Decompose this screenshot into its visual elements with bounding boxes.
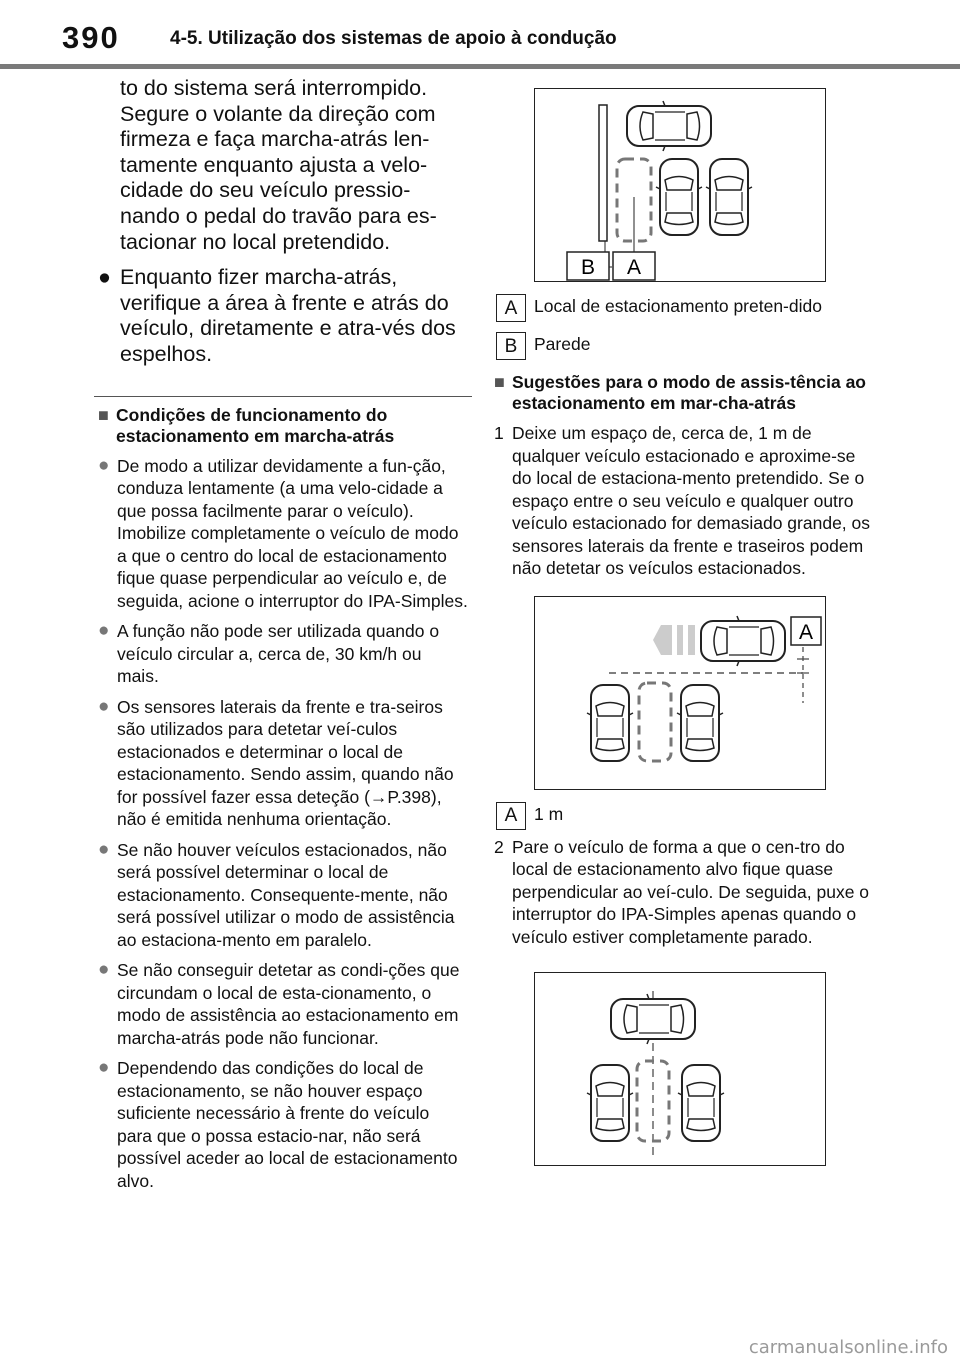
left-column <box>98 76 468 1200</box>
section-divider <box>94 396 472 397</box>
list-item <box>98 839 468 952</box>
list-item <box>98 1057 468 1192</box>
bullet-dot: ● <box>98 454 110 476</box>
figure-target-space-drawing <box>535 89 825 281</box>
figure-perpendicular-drawing <box>535 973 825 1165</box>
heading-square-icon: ■ <box>98 404 109 425</box>
legend-key: A <box>496 802 526 830</box>
parked-car-drawing <box>656 159 702 235</box>
operating-conditions-heading <box>98 405 468 447</box>
legend-a <box>494 292 874 322</box>
parked-car-drawing <box>677 685 723 761</box>
list-item-text: De modo a utilizar devidamente a fun-ção, conduza lentamente (a uma velo-cidade a que possa facilmente parar o veículo). Imobilize completamente o veículo de modo a que o centro do local de estacionamento fique quase perpendicular ao veículo e, de seguida, acione o interruptor do IPA-Simples. <box>117 455 468 611</box>
parked-car-drawing <box>587 1065 633 1141</box>
moving-car-drawing <box>627 101 711 151</box>
bullet-dot: ● <box>98 959 110 981</box>
bullet-dot: ● <box>98 620 110 642</box>
step-number: 1 <box>494 423 504 443</box>
moving-car-drawing <box>611 994 695 1044</box>
list-item-text: Se não conseguir detetar as condi-ções que circundam o local de esta-cionamento, o modo de assistência ao estacionamento em marcha-atrás pode não funcionar. <box>117 960 460 1048</box>
header-divider <box>0 64 960 69</box>
figure-target-space <box>534 88 826 282</box>
legend-text: Parede <box>534 334 591 354</box>
legend-distance <box>494 800 874 830</box>
watermark: carmanualsonline.info <box>748 1337 948 1358</box>
step-1 <box>494 422 874 580</box>
wall-drawing <box>599 105 607 241</box>
list-item <box>98 696 468 831</box>
reverse-check-text: Enquanto fizer marcha-atrás, verifique a área à frente e atrás do veículo, diretamente e atra-vés dos espelhos. <box>120 265 456 366</box>
figure-perpendicular <box>534 972 826 1166</box>
section-title: 4-5. Utilização dos sistemas de apoio à condução <box>170 28 617 49</box>
bullet-dot: ● <box>98 265 111 290</box>
moving-car-drawing <box>701 616 785 666</box>
legend-key: A <box>496 294 526 322</box>
legend-key: B <box>496 332 526 360</box>
list-item-text: A função não pode ser utilizada quando o veículo circular a, cerca de, 30 km/h ou mais. <box>117 621 440 687</box>
list-item-text: Os sensores laterais da frente e tra-seiros são utilizados para detetar veí-culos estacionados e determinar o local de estacionamento. Sendo assim, quando não for possível fazer essa deteção (→P.398), não é emitida nenhuma orientação. <box>117 696 454 830</box>
legend-text: Local de estacionamento preten-dido <box>534 296 822 316</box>
tips-heading <box>494 372 874 414</box>
step-number: 2 <box>494 836 504 857</box>
parked-car-drawing <box>706 159 752 235</box>
heading-square-icon: ■ <box>494 372 505 392</box>
legend-b <box>494 330 874 360</box>
step-text: Pare o veículo de forma a que o cen-tro do local de estacionamento alvo fique quase perpendicular ao veí-culo. De seguida, puxe o interruptor do IPA-Simples apenas quando o veículo estiver completamente parado. <box>512 836 870 947</box>
right-column <box>494 88 874 1166</box>
parked-car-drawing <box>678 1065 724 1141</box>
bullet-dot: ● <box>98 838 110 860</box>
page-number: 390 <box>62 20 120 55</box>
target-space-outline <box>639 683 671 761</box>
operating-conditions-title: Condições de funcionamento do estacionamento em marcha-atrás <box>116 404 395 446</box>
parked-car-drawing <box>587 685 633 761</box>
list-item <box>98 620 468 688</box>
list-item-text: Se não houver veículos estacionados, não será possível determinar o local de estacionamento. Consequente-mente, não será possível utilizar o modo de assistência ao estaciona-mento em paralelo. <box>117 839 455 950</box>
figure-distance-drawing <box>535 597 825 789</box>
list-item-text: Dependendo das condições do local de estacionamento, se não houver espaço suficiente necessário à frente do veículo para que o possa estacio-nar, não será possível aceder ao local de estacionamento alvo. <box>117 1058 458 1191</box>
tips-title: Sugestões para o modo de assis-tência ao estacionamento em mar-cha-atrás <box>512 372 866 413</box>
reverse-check-bullet <box>98 265 468 367</box>
label-b: B <box>580 256 596 279</box>
list-item <box>98 959 468 1049</box>
list-item <box>98 455 468 613</box>
bullet-dot: ● <box>98 1057 110 1079</box>
label-a: A <box>798 620 814 644</box>
bullet-dot: ● <box>98 695 110 717</box>
step-text: Deixe um espaço de, cerca de, 1 m de qualquer veículo estacionado e aproxime-se do local de estaciona-mento pretendido. Se o espaço entre o seu veículo e qualquer outro veículo estacionado for demasiado grande, os sensores laterais da frente e traseiros podem não detetar os veículos estacionados. <box>512 423 871 578</box>
step-2 <box>494 836 874 949</box>
label-a: A <box>626 256 642 279</box>
intro-paragraph: to do sistema será interrompido. Segure o volante da direção com firmeza e faça marcha-atrás len-tamente enquanto ajusta a velo-cidade do seu veículo pressio-nando o pedal do travão para es-tacionar no local pretendido. <box>120 76 437 254</box>
legend-text: 1 m <box>534 803 564 824</box>
figure-distance <box>534 596 826 790</box>
